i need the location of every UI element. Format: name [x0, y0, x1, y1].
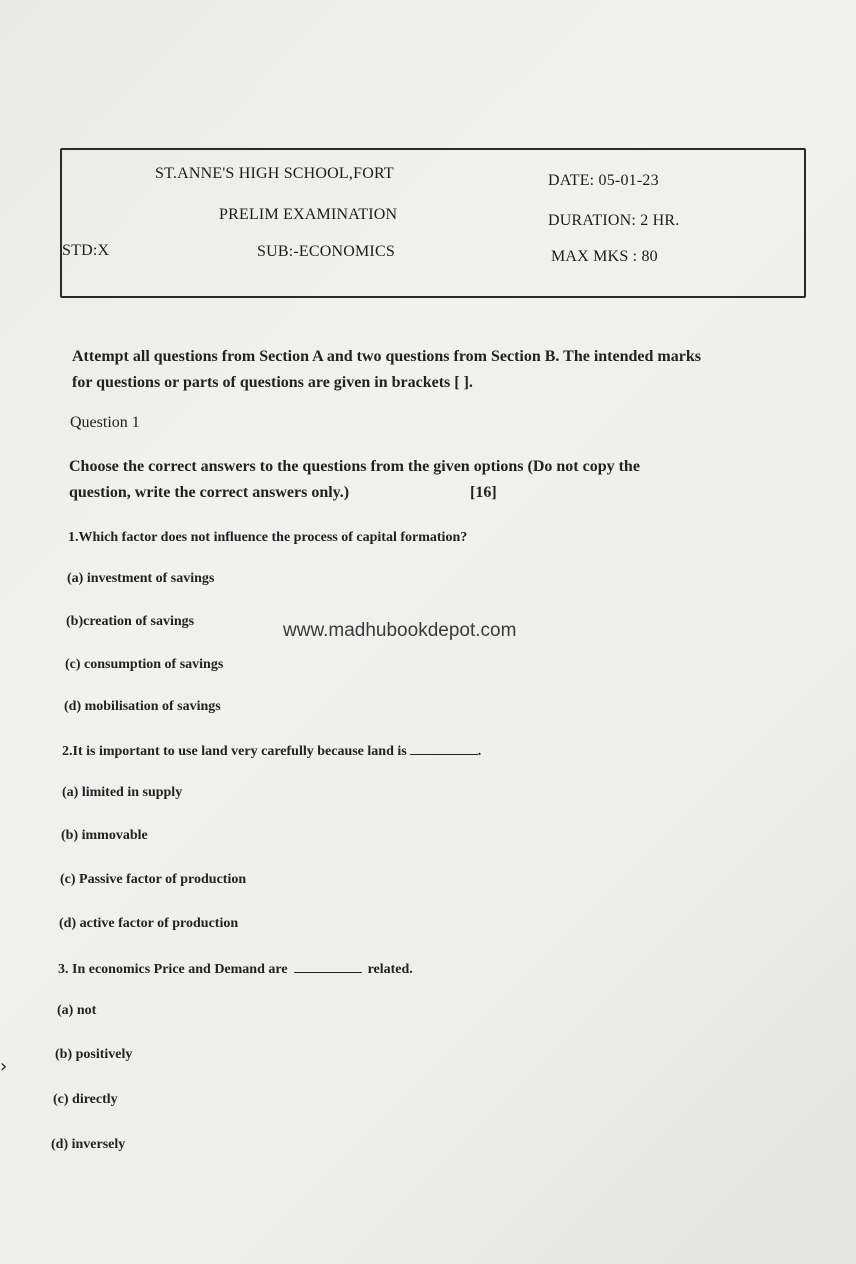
question-3-text-before: 3. In economics Price and Demand are — [58, 962, 288, 977]
exam-date: DATE: 05-01-23 — [548, 172, 659, 189]
question-2-text — [62, 742, 481, 760]
directions-line-1: Choose the correct answers to the questions from the given options (Do not copy the — [69, 458, 640, 475]
exam-title: PRELIM EXAMINATION — [219, 206, 398, 223]
question-2-option-b: (b) immovable — [61, 828, 148, 843]
standard: STD:X — [62, 242, 110, 259]
question-1-option-a: (a) investment of savings — [67, 571, 215, 586]
instructions-line-2: for questions or parts of questions are given in brackets [ ]. — [72, 374, 473, 391]
question-1-option-d: (d) mobilisation of savings — [64, 699, 221, 714]
question-1-option-b: (b)creation of savings — [66, 614, 195, 629]
question-3-text-after: related. — [367, 962, 413, 977]
question-3-option-b: (b) positively — [55, 1047, 133, 1062]
max-marks: MAX MKS : 80 — [551, 248, 658, 265]
answer-blank — [294, 960, 362, 973]
answer-blank — [410, 742, 478, 755]
directions-line-2: question, write the correct answers only.) — [69, 484, 350, 501]
question-1-text: 1.Which factor does not influence the process of capital formation? — [68, 530, 468, 545]
question-marks: [16] — [470, 484, 497, 501]
question-3-option-c: (c) directly — [53, 1092, 118, 1107]
question-2-option-a: (a) limited in supply — [62, 785, 183, 800]
margin-tick-mark: › — [0, 1056, 8, 1077]
exam-duration: DURATION: 2 HR. — [548, 212, 680, 229]
question-2-option-d: (d) active factor of production — [59, 916, 239, 931]
question-3-option-a: (a) not — [57, 1003, 97, 1018]
question-2-text-after: . — [477, 744, 482, 759]
question-3-option-d: (d) inversely — [51, 1137, 126, 1152]
question-title: Question 1 — [70, 414, 140, 431]
school-name: ST.ANNE'S HIGH SCHOOL,FORT — [155, 165, 394, 182]
instructions-line-1: Attempt all questions from Section A and two questions from Section B. The intended marks — [72, 348, 701, 365]
watermark: www.madhubookdepot.com — [283, 620, 517, 641]
question-3-text — [58, 960, 413, 978]
subject: SUB:-ECONOMICS — [257, 243, 395, 260]
question-2-text-before: 2.It is important to use land very carefully because land is — [62, 744, 407, 759]
question-1-option-c: (c) consumption of savings — [65, 657, 224, 672]
question-2-option-c: (c) Passive factor of production — [60, 872, 247, 887]
